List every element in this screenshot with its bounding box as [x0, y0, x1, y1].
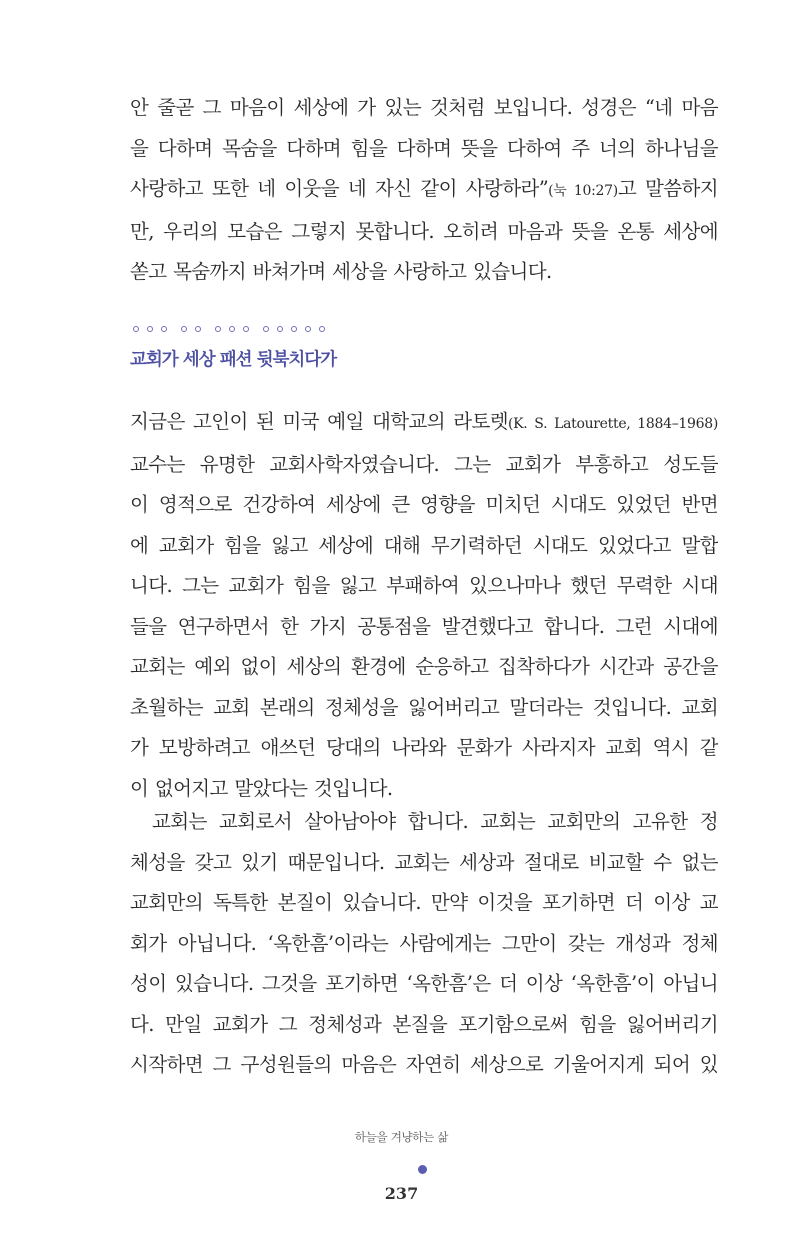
text-line: 지금은 고인이 된 미국 예일 대학교의 라토렛(K. S. Latourette, 1884–1968): [130, 410, 718, 433]
page-number: 237: [384, 1184, 419, 1203]
text-line: 교수는 유명한 교회사학자였습니다. 그는 교회가 부흥하고 성도들: [130, 452, 718, 476]
section-ornament-dots: [133, 326, 325, 332]
section-heading: 교회가 세상 패션 뒷북치다가: [130, 350, 337, 370]
text-line: 을 다하며 목숨을 다하며 힘을 다하며 뜻을 다하여 주 너의 하나님을: [130, 136, 718, 160]
text-line: 교회만의 독특한 본질이 있습니다. 만약 이것을 포기하면 더 이상 교: [130, 891, 718, 914]
text-line: 성이 있습니다. 그것을 포기하면 ‘옥한흠’은 더 이상 ‘옥한흠’이 아닙니: [130, 972, 718, 995]
text-line: 안 줄곧 그 마음이 세상에 가 있는 것처럼 보입니다. 성경은 “네 마음: [130, 96, 718, 119]
text-line: 가 모방하려고 애쓰던 당대의 나라와 문화가 사라지자 교회 역시 같: [130, 736, 718, 759]
scripture-reference: (눅 10:27): [548, 183, 618, 199]
text-line: 시작하면 그 구성원들의 마음은 자연히 세상으로 기울어지게 되어 있: [130, 1053, 718, 1076]
text-line: 회가 아닙니다. ‘옥한흠’이라는 사람에게는 그만이 갖는 개성과 정체: [130, 931, 718, 955]
text-line: 사랑하고 또한 네 이웃을 네 자신 같이 사랑하라”(눅 10:27)고 말씀하지: [130, 177, 718, 200]
body-paragraph-2: [130, 402, 718, 809]
text-line: 들을 연구하면서 한 가지 공통점을 발견했다고 합니다. 그런 시대에: [130, 614, 718, 638]
text-line: 교회는 예외 없이 세상의 환경에 순응하고 집착하다가 시간과 공간을: [130, 655, 718, 678]
text-line: 쏟고 목숨까지 바쳐가며 세상을 사랑하고 있습니다.: [130, 260, 552, 283]
footer-dot-ornament: [418, 1165, 427, 1174]
text-line: 니다. 그는 교회가 힘을 잃고 부패하여 있으나마나 했던 무력한 시대: [130, 574, 718, 597]
text-line: 체성을 갖고 있기 때문입니다. 교회는 세상과 절대로 비교할 수 없는: [130, 850, 718, 874]
text-line: 이 영적으로 건강하여 세상에 큰 영향을 미치던 시대도 있었던 반면: [130, 493, 718, 516]
running-footer-title: 하늘을 겨냥하는 삶: [354, 1130, 449, 1144]
name-annotation: (K. S. Latourette, 1884–1968): [507, 416, 718, 432]
text-line: 만, 우리의 모습은 그렇지 못합니다. 오히려 마음과 뜻을 온통 세상에: [130, 219, 718, 243]
text-line: 에 교회가 힘을 잃고 세상에 대해 무기력하던 시대도 있었다고 말합: [130, 533, 718, 557]
text-line: 초월하는 교회 본래의 정체성을 잃어버리고 말더라는 것입니다. 교회: [130, 695, 718, 719]
text-line: 이 없어지고 말았다는 것입니다.: [130, 776, 393, 800]
body-paragraph-1: [130, 88, 718, 293]
text-line: 교회는 교회로서 살아남아야 합니다. 교회는 교회만의 고유한 정: [152, 810, 718, 833]
text-line: 다. 만일 교회가 그 정체성과 본질을 포기함으로써 힘을 잃어버리기: [130, 1012, 718, 1036]
body-paragraph-3: [130, 802, 718, 1086]
